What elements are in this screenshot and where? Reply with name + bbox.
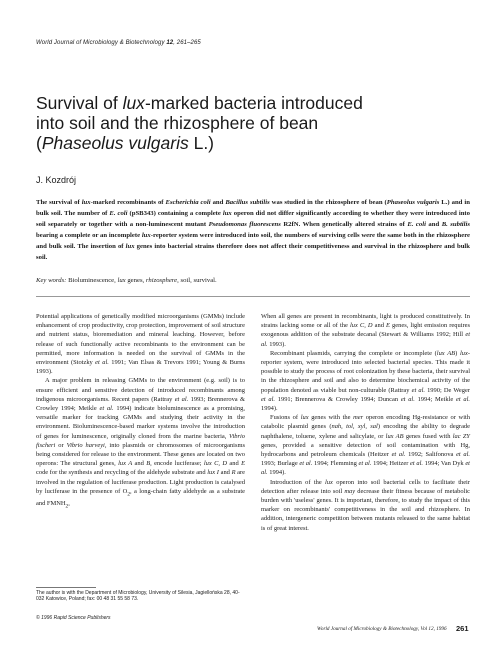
body-column-left xyxy=(36,312,245,512)
journal-pages: 261–265 xyxy=(176,40,201,46)
journal-header: World Journal of Microbiology & Biotechnology 12, 261–265 xyxy=(36,40,201,46)
body-paragraph: Fusions of lux genes with the mer operon encoding Hg-resistance or with catabolic plasmid genes (nah, tol, xyl, sal) encoding the ability to degrade naphthalene, toluene, xylene and salicylate, or lux AB genes fused with lac ZY genes, provided a sensitive detection of soil contamination with Hg, hydrocarbons and petroleum chemicals (Heitzer et al. 1992; Salifonova et al. 1993; Burlage et al. 1994; Flemming et al. 1994; Heitzer et al. 1994; Van Dyk et al. 1994). xyxy=(261,414,471,477)
copyright-notice: © 1996 Rapid Science Publishers xyxy=(36,615,111,621)
section-divider xyxy=(36,296,470,297)
author-affiliation-footnote: The author is with the Department of Microbiology, University of Silesia, Jagiellońska 28, 40-032 Katowice, Poland; fax: 00 48 31 55 58 73. xyxy=(36,590,240,603)
body-column-right xyxy=(261,312,470,533)
body-paragraph: Recombinant plasmids, carrying the complete or incomplete (lux AB) lux-reporter system, were introduced into selected bacterial species. This made it possible to study the process of root colonization by these bacteria, their survival in the rhizosphere and soil and also to determine biochemical activity of the population denoted as viable but non-culturable (Rattray et al. 1990; De Weger et al. 1991; Brennerova & Crowley 1994; Duncan et al. 1994; Meikle et al. 1994). xyxy=(261,349,470,413)
journal-volume: 12 xyxy=(166,40,174,46)
body-paragraph: A major problem in releasing GMMs to the environment (e.g. soil) is to ensure efficient and sensitive detection of introduced recombinants among indigenous microorganisms. Recent papers (Rattray et al. 1993; Brennerova & Crowley 1994; Meikle et al. 1994) indicate bioluminescence as a promising, versatile marker for tracking GMMs and studying their activity in the environment. Bioluminescence-based marker systems involve the introduction of genes for luminescence, originally cloned from the marine bacteria, Vibrio fischeri or Vibrio harveyi, into plasmids or chromosomes of microorganisms being considered for release to the environment. These genes are located on two operons: The structural genes, lux A and B, encode luciferase; lux C, D and E code for the synthesis and recycling of the aldehyde substrate and lux I and R are involved in the regulation of luciferase production. Light production is catalysed by luciferase in the presence of $O_2$, a long-chain fatty aldehyde as a substrate and $FMNH_2$, xyxy=(36,377,246,510)
author-name: J. Kozdrój xyxy=(36,175,77,185)
keywords: Key words: Bioluminescence, lux genes, rhizosphere, soil, survival. xyxy=(36,277,217,284)
page-number: 261 xyxy=(456,624,469,633)
keywords-label: Key words: xyxy=(36,277,67,284)
abstract: The survival of lux-marked recombinants of Escherichia coli and Bacillus subtilis was studied in the rhizosphere of bean (Phaseolus vulgaris L.) and in bulk soil. The number of E. coli (pSB343) containing a complete lux operon did not differ significantly according to whether they were introduced into soil separately or together with a non-luminescent mutant Pseudomonas fluorescens R2fN. When genetically altered strains of E. coli and B. subtilis bearing a complete or an incomplete lux-reporter system were introduced into soil, the numbers of surviving cells were the same both in the rhizosphere and bulk soil. The insertion of lux genes into bacterial strains therefore does not affect their competitiveness and survival in the rhizosphere and bulk soil. xyxy=(36,199,471,261)
article-title: Survival of lux-marked bacteria introduced into soil and the rhizosphere of bean (Phaseolus vulgaris L.) xyxy=(36,93,363,153)
body-paragraph: Introduction of the lux operon into soil bacterial cells to facilitate their detection after release into soil may decrease their fitness because of metabolic burden with 'useless' genes. It is important, therefore, to study the impact of this marker on recombinants' competitiveness in the soil and rhizosphere. In addition, intergeneric competition between mutants released to the same habitat is of great interest. xyxy=(261,478,470,532)
footnote-divider xyxy=(36,587,96,588)
footer-journal-citation: World Journal of Microbiology & Biotechnology, Vol 12, 1996 xyxy=(317,626,447,632)
body-paragraph: When all genes are present in recombinants, light is produced constitutively. In strains lacking some or all of the lux C, D and E genes, light emission requires exogenous addition of the substrate decanal (Stewart & Williams 1992; Hill et al. 1993). xyxy=(261,313,470,348)
journal-name: World Journal of Microbiology & Biotechnology xyxy=(36,40,165,46)
body-paragraph: Potential applications of genetically modified microorganisms (GMMs) include enhancement of crop productivity, crop protection, improvement of soil structure and nutrient status, bioremediation and mineral leaching. However, before release of such functionally active recombinants to the environment can be permitted, more information is needed on the survival of GMMs in the environment (Stotzky et al. 1991; Van Elsas & Trevors 1991; Young & Burns 1993). xyxy=(36,313,245,376)
